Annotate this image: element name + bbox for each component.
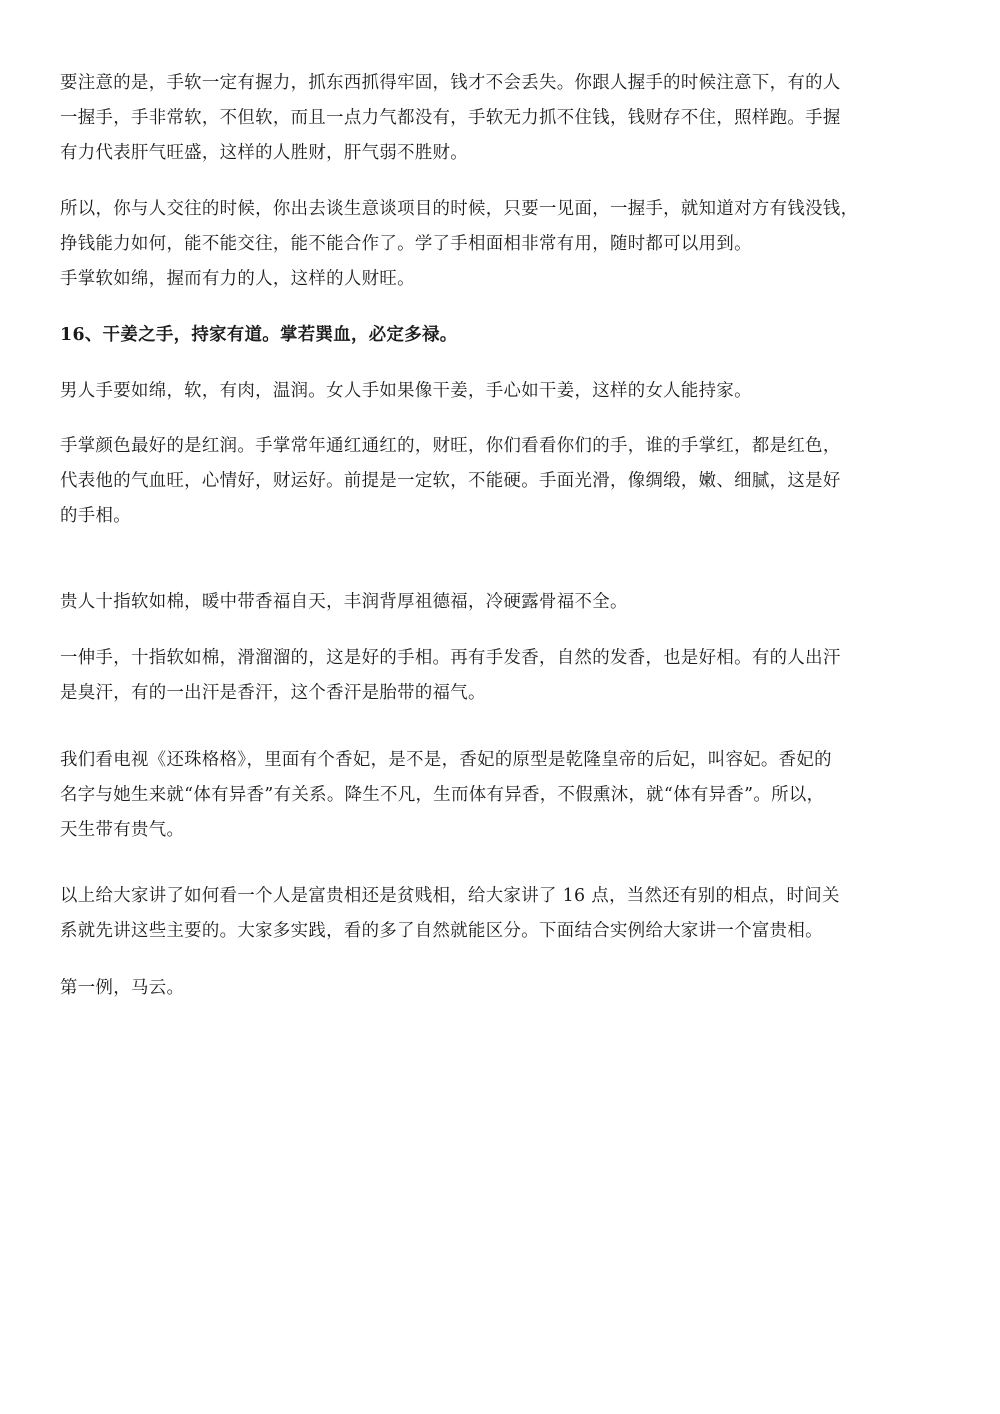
paragraph-2-line-3: 手掌软如绵，握而有力的人，这样的人财旺。 — [60, 269, 415, 289]
paragraph-7-line-3: 天生带有贵气。 — [60, 820, 185, 840]
paragraph-7-line-2: 名字与她生来就“体有异香”有关系。降生不凡，生而体有异香，不假熏沐，就“体有异香”。所以， — [60, 785, 825, 805]
paragraph-4-line-1: 手掌颜色最好的是红润。手掌常年通红通红的，财旺，你们看看你们的手，谁的手掌红，都是红色， — [60, 436, 841, 456]
paragraph-8-line-2: 系就先讲这些主要的。大家多实践，看的多了自然就能区分。下面结合实例给大家讲一个富贵相。 — [60, 921, 823, 941]
paragraph-4-line-2: 代表他的气血旺，心情好，财运好。前提是一定软，不能硬。手面光滑，像绸缎，嫩、细腻，这是好 — [60, 471, 841, 491]
paragraph-2-line-1: 所以，你与人交往的时候，你出去谈生意谈项目的时候，只要一见面，一握手，就知道对方有钱没钱， — [60, 199, 859, 219]
paragraph-7-line-1: 我们看电视《还珠格格》，里面有个香妃，是不是，香妃的原型是乾隆皇帝的后妃，叫容妃。香妃的 — [60, 750, 832, 770]
paragraph-2-line-2: 挣钱能力如何，能不能交往，能不能合作了。学了手相面相非常有用，随时都可以用到。 — [60, 234, 752, 254]
paragraph-3-line-1: 男人手要如绵，软，有肉，温润。女人手如果像干姜，手心如干姜，这样的女人能持家。 — [60, 381, 752, 401]
paragraph-1-line-3: 有力代表肝气旺盛，这样的人胜财，肝气弱不胜财。 — [60, 143, 469, 163]
paragraph-5-line-1: 贵人十指软如棉，暖中带香福自天，丰润背厚祖德福，冷硬露骨福不全。 — [60, 592, 628, 612]
paragraph-4-line-3: 的手相。 — [60, 506, 131, 526]
paragraph-8-line-1: 以上给大家讲了如何看一个人是富贵相还是贫贱相，给大家讲了 16 点，当然还有别的相点，时间关 — [60, 886, 840, 906]
paragraph-9-line-1: 第一例，马云。 — [60, 978, 185, 998]
paragraph-6-line-1: 一伸手，十指软如棉，滑溜溜的，这是好的手相。再有手发香，自然的发香，也是好相。有的人出汗 — [60, 648, 841, 668]
section-heading: 16、干姜之手，持家有道。掌若巽血，必定多禄。 — [60, 325, 458, 345]
paragraph-6-line-2: 是臭汗，有的一出汗是香汗，这个香汗是胎带的福气。 — [60, 683, 486, 703]
paragraph-1-line-2: 一握手，手非常软，不但软，而且一点力气都没有，手软无力抓不住钱，钱财存不住，照样跑。手握 — [60, 108, 841, 128]
paragraph-1-line-1: 要注意的是，手软一定有握力，抓东西抓得牢固，钱才不会丢失。你跟人握手的时候注意下，有的人 — [60, 73, 841, 93]
